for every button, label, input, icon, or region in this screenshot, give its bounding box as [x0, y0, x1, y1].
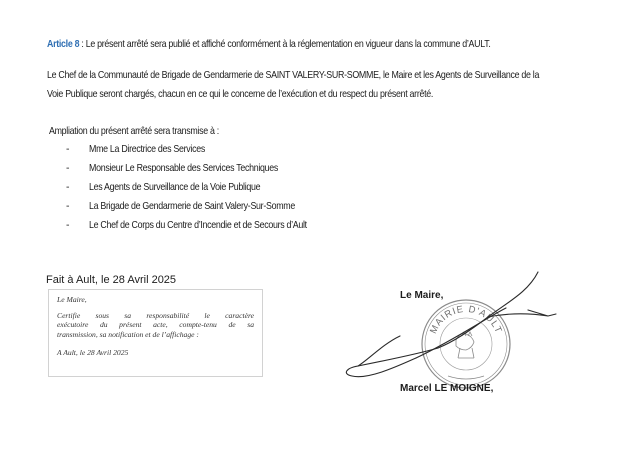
list-item: La Brigade de Gendarmerie de Saint Valery-Sur-Somme [89, 201, 295, 212]
list-bullet: - [66, 219, 70, 231]
article-8-line [47, 38, 491, 52]
list-bullet: - [66, 143, 70, 155]
list-bullet: - [66, 200, 70, 212]
mayor-title: Le Maire, [400, 290, 444, 301]
date-place-line: Fait à Ault, le 28 Avril 2025 [46, 274, 177, 286]
handwritten-signature [338, 262, 568, 398]
certification-line-1: Certifie sous sa responsabilité le caractère [57, 311, 254, 321]
certification-line-3: transmission, sa notification et de l’affichage : [57, 329, 199, 339]
article-colon: : [81, 39, 84, 50]
article-text: Le présent arrêté sera publié et affiché conformément à la réglementation en vigueur dans la commune d’AULT. [85, 39, 491, 50]
article-label: Article 8 [47, 39, 80, 50]
stamp-text: MAIRIE D'AULT [427, 303, 504, 336]
certification-date: A Ault, le 28 Avril 2025 [57, 347, 129, 357]
certification-title: Le Maire, [57, 295, 87, 304]
list-item: Mme La Directrice des Services [89, 144, 205, 155]
list-item: Le Chef de Corps du Centre d’Incendie et de Secours d’Ault [89, 220, 307, 231]
responsibility-paragraph-line-1: Le Chef de la Communauté de Brigade de Gendarmerie de SAINT VALERY-SUR-SOMME, le Maire et les Agents de Surveillance de la [47, 70, 540, 81]
ampliation-intro: Ampliation du présent arrêté sera transmise à : [49, 126, 219, 137]
list-bullet: - [66, 162, 70, 174]
responsibility-paragraph-line-2: Voie Publique seront chargés, chacun en ce qui le concerne de l’exécution et du respect du présent arrêté. [47, 89, 434, 100]
certification-line-2: exécutoire du présent acte, compte-tenu de sa [57, 320, 254, 330]
certification-box [48, 289, 263, 377]
list-item: Les Agents de Surveillance de la Voie Publique [89, 182, 261, 193]
mayor-name: Marcel LE MOIGNE, [400, 383, 494, 394]
list-item: Monsieur Le Responsable des Services Techniques [89, 163, 278, 174]
list-bullet: - [66, 181, 70, 193]
